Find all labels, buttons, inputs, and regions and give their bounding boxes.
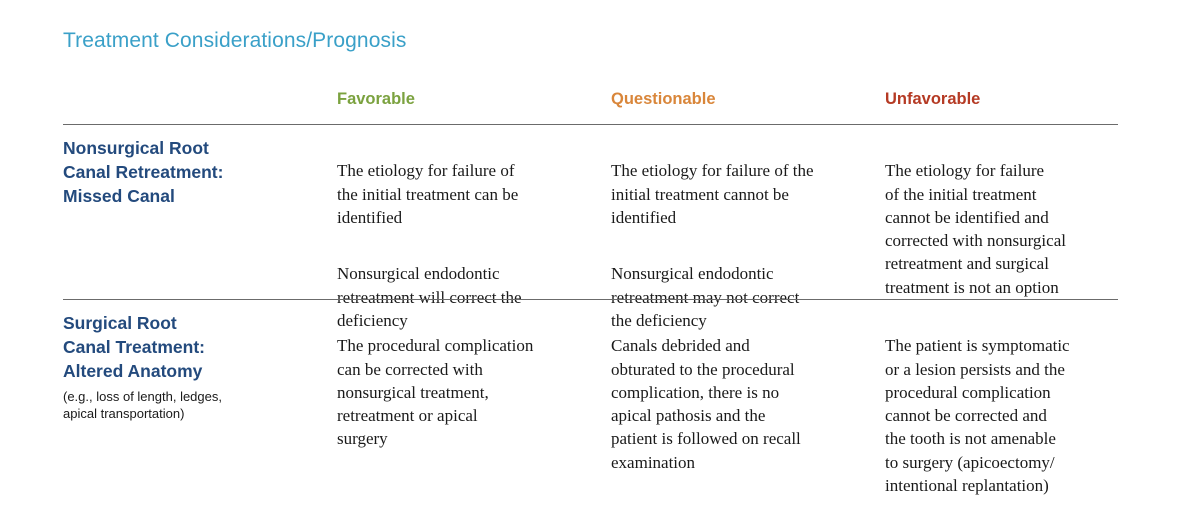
header-divider <box>63 124 1118 125</box>
cell-altered-anatomy-questionable <box>611 311 861 497</box>
cell-missed-canal-unfavorable <box>885 136 1135 322</box>
column-header-favorable: Favorable <box>337 90 415 108</box>
cell-paragraph: The etiology for failure of the initial treatment cannot be identified and corrected with nonsurgical retreatment and surgical treatment is not an option <box>885 161 1066 297</box>
cell-paragraph: The etiology for failure of the initial treatment cannot be identified <box>611 161 814 227</box>
row-divider <box>63 299 1118 300</box>
cell-paragraph: The procedural complication can be corrected with nonsurgical treatment, retreatment or apical surgery <box>337 336 534 449</box>
cell-paragraph: Nonsurgical endodontic retreatment will correct the deficiency <box>337 264 522 331</box>
page-title: Treatment Considerations/Prognosis <box>63 29 407 52</box>
cell-paragraph: The etiology for failure of the initial treatment can be identified <box>337 161 519 227</box>
cell-altered-anatomy-favorable <box>337 311 587 474</box>
column-header-unfavorable: Unfavorable <box>885 90 981 108</box>
row-note-altered-anatomy: (e.g., loss of length, ledges, apical transportation) <box>63 389 222 421</box>
row-heading-altered-anatomy: Surgical Root Canal Treatment: Altered Anatomy <box>63 313 205 381</box>
cell-paragraph: Canals debrided and obturated to the procedural complication, there is no apical pathosis and the patient is followed on recall examination <box>611 336 801 472</box>
cell-altered-anatomy-unfavorable <box>885 311 1135 521</box>
row-heading-missed-canal: Nonsurgical Root Canal Retreatment: Missed Canal <box>63 138 224 206</box>
cell-paragraph: Nonsurgical endodontic retreatment may not correct the deficiency <box>611 264 800 331</box>
column-header-questionable: Questionable <box>611 90 716 108</box>
cell-paragraph: The patient is symptomatic or a lesion persists and the procedural complication cannot be corrected and the tooth is not amenable to surgery (apicoectomy/ intentional replantation) <box>885 336 1070 496</box>
